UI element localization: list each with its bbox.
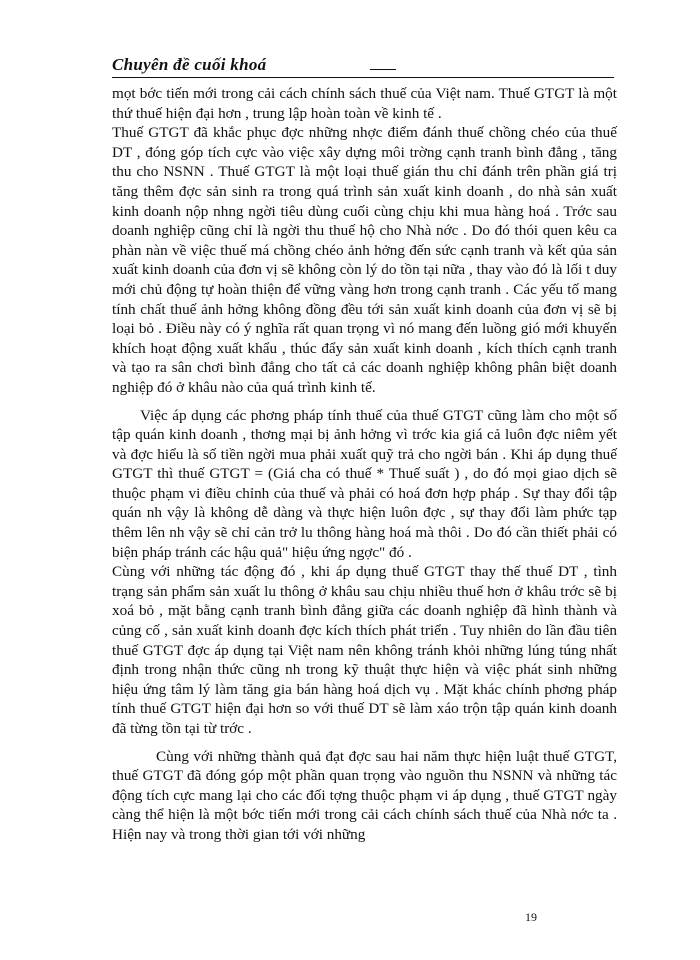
header-title: Chuyên đề cuối khoá [112, 55, 267, 74]
paragraph-3: Việc áp dụng các phơng pháp tính thuế của thuế GTGT cũng làm cho một số tập quán kinh doanh , thơng mại bị ảnh hởng vì trớc kia giá cả luôn đợc niêm yết và đợc hiểu là số tiền ngời mua phải xuất quỹ trả cho ngời bán . Khi áp dụng thuế GTGT thì thuế GTGT = (Giá cha có thuế * Thuế suất ) , do đó mọi giao dịch sẽ thuộc phạm vi điều chỉnh của thuế và phải có hoá đơn hợp pháp . Sự thay đổi tập quán nh vậy là không dễ dàng và thực hiện luôn đợc , sự thay đổi làm phức tạp thêm lên nh vậy sẽ chỉ cản trở lu thông hàng hoá mà thôi . Do đó cần thiết phải có biện pháp tránh các hậu quả" hiệu ứng ngợc" đó . [112, 406, 617, 561]
paragraph-4: Cùng với những tác động đó , khi áp dụng thuế GTGT thay thế thuế DT , tình trạng sản phẩm sản xuất lu thông ở khâu sau chịu nhiều thuế hơn ở khâu trớc sẽ bị xoá bỏ , mặt bằng cạnh tranh bình đẳng giữa các doanh nghiệp đã hình thành và củng cố , sản xuất kinh doanh đợc kích thích phát triển . Tuy nhiên do lần đầu tiên thuế GTGT đợc áp dụng tại Việt nam nên không tránh khỏi những lúng túng nhất định trong nhận thức cũng nh trong kỹ thuật thực hiện và việc phát sinh những hiệu ứng tâm lý làm tăng gia bán hàng hoá dịch vụ . Mặt khác chính phơng pháp tính thuế GTGT hiện đại hơn so với thuế DT sẽ làm xáo trộn tập quán kinh doanh đã từng tồn tại từ trớc . [112, 563, 617, 737]
body-text [112, 84, 617, 845]
header-rule [112, 77, 614, 78]
header-dash [370, 69, 396, 70]
page-header [112, 55, 612, 79]
page-number: 19 [525, 910, 537, 924]
paragraph-1: mọt bớc tiến mới trong cải cách chính sách thuế của Việt nam. Thuế GTGT là một thứ thuế hiện đại hơn , trung lập hoàn toàn về kinh tế . [112, 85, 617, 122]
paragraph-5: Cùng với những thành quả đạt đợc sau hai năm thực hiện luật thuế GTGT, thuế GTGT đã đóng góp một phần quan trọng vào nguồn thu NSNN và những tác động tích cực mang lại cho các đối tợng thuộc phạm vi áp dụng , thuế GTGT ngày càng thể hiện là một bớc tiến mới trong cải cách chính sách thuế của Nhà nớc ta . Hiện nay và trong thời gian tới với những [112, 747, 617, 843]
paragraph-2: Thuế GTGT đã khắc phục đợc những nhợc điểm đánh thuế chồng chéo của thuế DT , đóng góp tích cực vào việc xây dựng môi trờng cạnh tranh bình đẳng , tăng thu cho NSNN . Thuế GTGT là một loại thuế gián thu chỉ đánh trên phần giá trị tăng thêm đợc sản sinh ra trong quá trình sản xuất kinh doanh , do nhà sản xuất kinh doanh nộp nhng ngời tiêu dùng cuối cùng chịu khi mua hàng hoá . Trớc sau doanh nghiệp cũng chỉ là ngời thu thuế hộ cho Nhà nớc . Do đó thói quen kêu ca phàn nàn về việc thuế má chồng chéo ảnh hởng đến sức cạnh tranh và kết qủa sản xuất kinh doanh của đơn vị sẽ không còn lý do tồn tại nữa , thay vào đó là lối t duy mới chủ động tự hoàn thiện để vững vàng hơn trong cạnh tranh . Các yếu tố mang tính chất thuế ảnh hởng không đồng đều tới sản xuất kinh doanh của đơn vị sẽ bị loại bỏ . Điều này có ý nghĩa rất quan trọng vì nó mang đến luồng gió mới khuyến khích hoạt động xuất khẩu , thúc đẩy sản xuất kinh doanh , kích thích cạnh tranh và tạo ra sân chơi bình đẳng cho tất cả các doanh nghiệp không phân biệt doanh nghiệp đó ở khâu nào của quá trình kinh tế. [112, 124, 617, 396]
